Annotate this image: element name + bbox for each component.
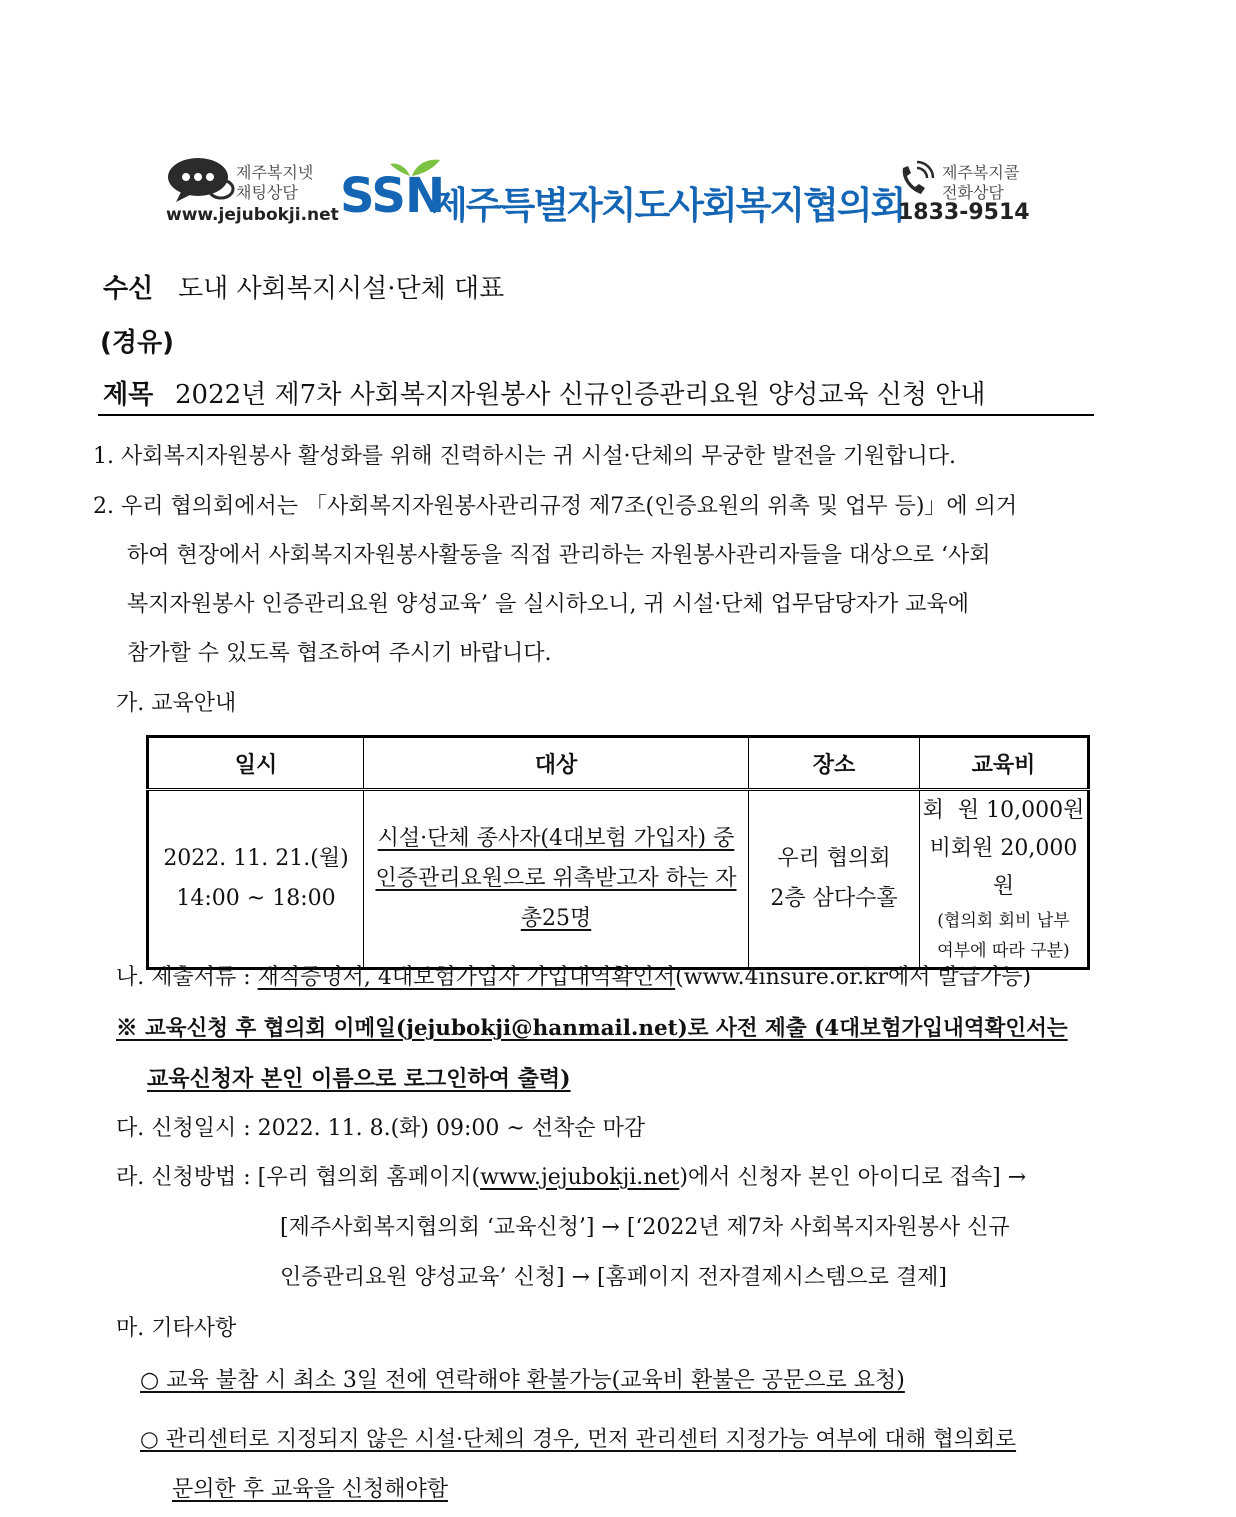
col-header-target: 대상: [364, 737, 749, 790]
ma-bullet-2-line-1: ○ 관리센터로 지정되지 않은 시설·단체의 경우, 먼저 관리센터 지정가능 여부에 대해 협의회로: [140, 1427, 1017, 1452]
section-da: 다. 신청일시 : 2022. 11. 8.(화) 09:00 ~ 선착순 마감: [116, 1116, 646, 1141]
note-line-2: 교육신청자 본인 이름으로 로그인하여 출력): [147, 1066, 571, 1092]
table-row: [148, 790, 1089, 969]
cell-date: [148, 790, 364, 969]
fee-note-1: (협의회 회비 납부: [937, 911, 1070, 931]
cell-fee: [920, 790, 1089, 969]
call-label-2: 전화상담: [942, 183, 1004, 202]
na-docs: 재직증명서, 4대보험가입자 가입내역확인서: [257, 965, 676, 990]
paragraph-1: 1. 사회복지자원봉사 활성화를 위해 진력하시는 귀 시설·단체의 무궁한 발전을 기원합니다.: [93, 444, 956, 469]
phone-number: 1833-9514: [898, 200, 1030, 225]
ra-suffix: )에서 신청자 본인 아이디로 접속] →: [679, 1165, 1027, 1190]
paragraph-2-line-4: 참가할 수 있도록 협조하여 주시기 바랍니다.: [127, 641, 552, 666]
chat-bubble-icon: [166, 156, 236, 204]
divider: [98, 414, 1094, 416]
ssn-logo-text: SSN: [340, 168, 445, 224]
date-value: 2022. 11. 21.(월): [163, 846, 349, 871]
section-na: [116, 954, 1031, 1002]
fee-nonmember: 비회원 20,000원: [929, 836, 1078, 899]
target-line-2: 인증관리요원으로 위촉받고자 하는 자: [375, 866, 737, 891]
phone-icon: [895, 160, 935, 204]
place-line-1: 우리 협의회: [777, 846, 891, 871]
subject-label: 제목: [103, 380, 154, 410]
via-label: (경유): [100, 328, 174, 358]
col-header-place: 장소: [749, 737, 920, 790]
section-ra-line-3: 인증관리요원 양성교육’ 신청] → [홈페이지 전자결제시스템으로 결제]: [280, 1265, 947, 1290]
table-header-row: [148, 737, 1089, 790]
section-ra-line-2: [제주사회복지협의회 ‘교육신청’] → [‘2022년 제7차 사회복지자원봉사 신규: [280, 1215, 1010, 1240]
section-ga: 가. 교육안내: [116, 691, 237, 716]
col-header-date: 일시: [148, 737, 364, 790]
na-suffix: (www.4insure.or.kr에서 발급가능): [675, 965, 1032, 990]
paragraph-2-line-3: 복지자원봉사 인증관리요원 양성교육’ 을 실시하오니, 귀 시설·단체 업무담당자가 교육에: [127, 592, 969, 617]
na-prefix: 나. 제출서류 :: [116, 965, 258, 990]
cell-target: [364, 790, 749, 969]
fee-member: 회 원 10,000원: [922, 798, 1085, 823]
place-line-2: 2층 삼다수홀: [770, 886, 898, 911]
paragraph-2-line-1: 2. 우리 협의회에서는 「사회복지자원봉사관리규정 제7조(인증요원의 위촉 및 업무 등)」에 의거: [93, 494, 1018, 519]
ma-bullet-1: ○ 교육 불참 시 최소 3일 전에 연락해야 환불가능(교육비 환불은 공문으로 요청): [140, 1368, 905, 1393]
target-line-1: 시설·단체 종사자(4대보험 가입자) 중: [377, 826, 735, 851]
recipient-label: 수신: [103, 274, 154, 304]
fee-note-2: 여부에 따라 구분): [937, 941, 1070, 961]
cell-place: [749, 790, 920, 969]
section-ma: 마. 기타사항: [116, 1316, 237, 1341]
call-label-1: 제주복지콜: [942, 163, 1020, 182]
time-value: 14:00 ~ 18:00: [176, 886, 336, 911]
org-name: 제주특별자치도사회복지협의회: [432, 184, 905, 227]
education-table: [146, 735, 1090, 970]
subject: 2022년 제7차 사회복지자원봉사 신규인증관리요원 양성교육 신청 안내: [175, 380, 986, 410]
chat-label-2: 채팅상담: [236, 183, 298, 202]
site-url: www.jejubokji.net: [166, 205, 339, 225]
homepage-link[interactable]: www.jejubokji.net: [480, 1165, 680, 1190]
ssn-logo: [340, 160, 445, 224]
chat-label-1: 제주복지넷: [236, 163, 314, 182]
ma-bullet-2-line-2: 문의한 후 교육을 신청해야함: [172, 1477, 449, 1502]
note-line-1: ※ 교육신청 후 협의회 이메일(jejubokji@hanmail.net)로 사전 제출 (4대보험가입내역확인서는: [116, 1016, 1068, 1041]
col-header-fee: 교육비: [920, 737, 1089, 790]
target-line-3: 총25명: [520, 906, 592, 931]
paragraph-2-line-2: 하여 현장에서 사회복지자원봉사활동을 직접 관리하는 자원봉사관리자들을 대상으로 ‘사회: [127, 543, 991, 568]
ra-prefix: 라. 신청방법 : [우리 협의회 홈페이지(: [116, 1165, 481, 1190]
recipient: 도내 사회복지시설·단체 대표: [178, 274, 505, 304]
section-ra-line-1: [116, 1154, 1026, 1202]
